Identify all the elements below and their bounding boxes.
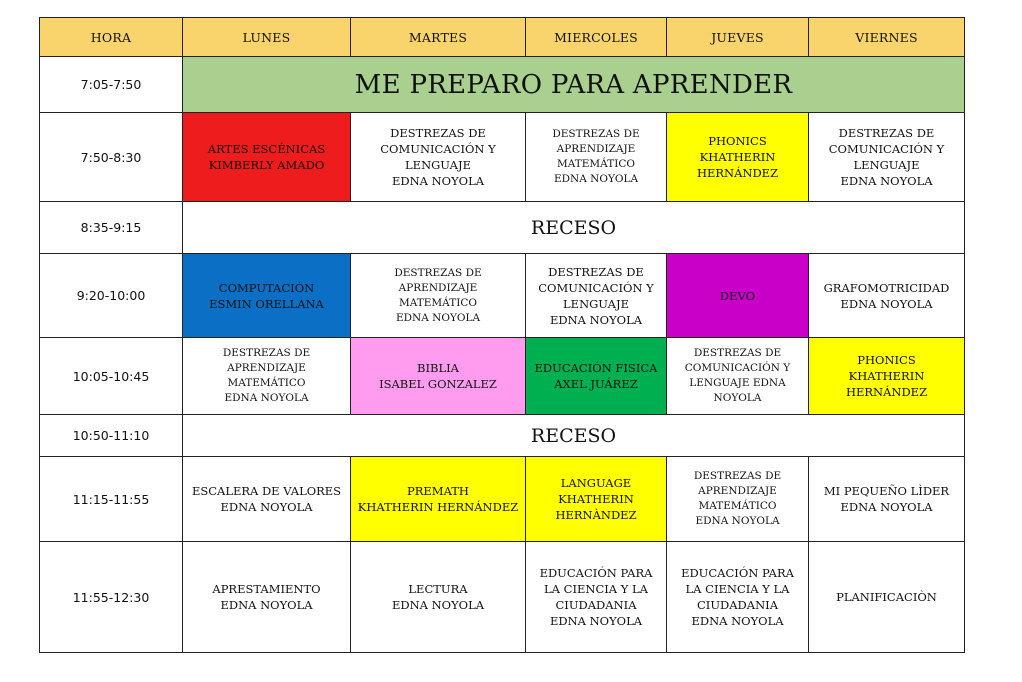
class-text-line: COMUNICACIÓN Y bbox=[538, 280, 654, 295]
time-slot: 10:50-11:10 bbox=[40, 415, 183, 457]
header-jueves: JUEVES bbox=[667, 18, 809, 57]
class-text-line: ISABEL GONZALEZ bbox=[379, 377, 497, 391]
header-martes: MARTES bbox=[351, 18, 526, 57]
class-text-line: KIMBERLY AMADO bbox=[208, 158, 325, 172]
class-text-line: BIBLIA bbox=[417, 361, 459, 375]
class-text-line: EDNA NOYOLA bbox=[840, 174, 933, 188]
class-text-line: DESTREZAS DE bbox=[390, 126, 486, 140]
schedule-body bbox=[40, 57, 965, 653]
class-text-line: CIUDADANIA bbox=[555, 598, 637, 612]
header-row bbox=[40, 18, 965, 57]
class-text-line: COMPUTACIÓN bbox=[218, 280, 315, 295]
class-text-line: EDNA NOYOLA bbox=[220, 500, 313, 514]
header-viernes: VIERNES bbox=[809, 18, 965, 57]
header-hora: HORA bbox=[40, 18, 183, 57]
class-cell-miercoles bbox=[526, 113, 667, 202]
class-cell-lunes bbox=[183, 542, 351, 653]
class-cell-martes bbox=[351, 254, 526, 338]
class-text-line: EDNA NOYOLA bbox=[695, 515, 780, 527]
class-text-line: APRESTAMIENTO bbox=[212, 582, 321, 596]
class-text-line: DESTREZAS DE bbox=[548, 264, 644, 279]
class-cell-martes bbox=[351, 338, 526, 415]
class-text-line: DESTREZAS DE bbox=[838, 126, 935, 140]
class-text-line: HERNÁNDEZ bbox=[845, 385, 928, 399]
class-cell-viernes bbox=[809, 113, 965, 202]
time-slot: 7:50-8:30 bbox=[40, 113, 183, 202]
class-cell-martes bbox=[351, 542, 526, 653]
class-text-line: DESTREZAS DE bbox=[693, 470, 782, 482]
class-text-line: GRAFOMOTRICIDAD bbox=[823, 280, 950, 295]
class-text-line: EDNA NOYOLA bbox=[220, 598, 313, 612]
class-text-line: EDNA NOYOLA bbox=[553, 173, 639, 185]
class-text-line: PHONICS bbox=[708, 134, 767, 148]
schedule-row bbox=[40, 457, 965, 542]
class-text-line: LENGUAJE bbox=[563, 296, 629, 311]
class-text-line: HERNÀNDEZ bbox=[555, 508, 637, 522]
class-text-line: APRENDIZAJE bbox=[556, 143, 636, 155]
class-text-line: ESCALERA DE VALORES bbox=[191, 484, 342, 498]
class-text-line: LENGUAJE bbox=[853, 158, 920, 172]
schedule-row bbox=[40, 542, 965, 653]
class-text-line: DESTREZAS DE APRENDIZAJE bbox=[222, 347, 311, 374]
class-cell-jueves bbox=[667, 338, 809, 415]
class-text-line: KHATHERIN bbox=[558, 492, 634, 506]
class-text-line: COMUNICACIÓN Y bbox=[380, 142, 496, 156]
class-text-line: DESTREZAS DE bbox=[693, 347, 782, 359]
schedule-row bbox=[40, 415, 965, 457]
schedule-row bbox=[40, 338, 965, 415]
class-cell-lunes bbox=[183, 254, 351, 338]
class-text-line: KHATHERIN bbox=[699, 150, 776, 164]
schedule-row bbox=[40, 57, 965, 113]
class-text-line: LENGUAJE EDNA bbox=[689, 377, 786, 389]
time-slot: 8:35-9:15 bbox=[40, 202, 183, 254]
class-text-line: PHONICS bbox=[857, 353, 916, 367]
class-text-line: EDNA NOYOLA bbox=[224, 392, 309, 404]
class-text-line: EDNA NOYOLA bbox=[395, 311, 481, 324]
class-cell-miercoles bbox=[526, 338, 667, 415]
class-text-line: DEVO bbox=[719, 288, 756, 303]
class-text-line: MATEMÁTICO bbox=[557, 158, 635, 170]
class-cell-lunes bbox=[183, 113, 351, 202]
class-text-line: APRENDIZAJE bbox=[698, 485, 777, 497]
class-cell-viernes bbox=[809, 457, 965, 542]
class-text-line: EDUCACIÓN FISICA bbox=[534, 361, 658, 375]
schedule-row bbox=[40, 254, 965, 338]
class-text-line: PLANIFICACIÒN bbox=[836, 590, 937, 604]
class-cell-jueves bbox=[667, 542, 809, 653]
class-text-line: EDNA NOYOLA bbox=[549, 614, 643, 628]
class-text-line: PREMATH bbox=[407, 484, 469, 498]
class-text-line: EDNA NOYOLA bbox=[840, 500, 933, 514]
receso-label: RECESO bbox=[183, 202, 965, 254]
class-text-line: CIUDADANIA bbox=[697, 598, 778, 612]
class-text-line: KHATHERIN HERNÁNDEZ bbox=[357, 500, 519, 514]
class-cell-viernes bbox=[809, 254, 965, 338]
header-lunes: LUNES bbox=[183, 18, 351, 57]
class-text-line: ESMIN ORELLANA bbox=[209, 296, 324, 311]
class-text-line: NOYOLA bbox=[713, 392, 762, 404]
class-cell-viernes bbox=[809, 542, 965, 653]
class-text-line: MATEMÁTICO bbox=[227, 377, 306, 389]
class-text-line: EDNA NOYOLA bbox=[391, 598, 485, 612]
class-cell-martes bbox=[351, 113, 526, 202]
class-text-line: DESTREZAS DE APRENDIZAJE bbox=[394, 266, 482, 294]
class-cell-jueves bbox=[667, 113, 809, 202]
class-cell-jueves bbox=[667, 254, 809, 338]
class-cell-viernes bbox=[809, 338, 965, 415]
class-text-line: EDUCACIÓN PARA bbox=[681, 566, 794, 580]
class-text-line: EDNA NOYOLA bbox=[391, 174, 485, 188]
class-cell-miercoles bbox=[526, 542, 667, 653]
class-text-line: LENGUAJE bbox=[405, 158, 471, 172]
class-text-line: ARTES ESCÉNICAS bbox=[207, 142, 326, 156]
class-text-line: LANGUAGE bbox=[560, 476, 632, 490]
class-text-line: MATEMÁTICO bbox=[399, 296, 477, 309]
schedule-row bbox=[40, 113, 965, 202]
class-cell-martes bbox=[351, 457, 526, 542]
class-cell-lunes bbox=[183, 338, 351, 415]
class-text-line: MATEMÁTICO bbox=[698, 500, 777, 512]
class-text-line: EDNA NOYOLA bbox=[549, 312, 643, 327]
class-text-line: COMUNICACIÓN Y bbox=[684, 362, 791, 374]
class-cell-miercoles bbox=[526, 457, 667, 542]
class-text-line: AXEL JUÁREZ bbox=[554, 377, 638, 391]
time-slot: 11:15-11:55 bbox=[40, 457, 183, 542]
class-text-line: LA CIENCIA Y LA bbox=[685, 582, 790, 596]
schedule-row bbox=[40, 202, 965, 254]
class-cell-jueves bbox=[667, 457, 809, 542]
time-slot: 11:55-12:30 bbox=[40, 542, 183, 653]
schedule-table bbox=[39, 17, 965, 653]
class-text-line: LECTURA bbox=[408, 582, 468, 596]
receso-label: RECESO bbox=[183, 415, 965, 457]
class-text-line: KHATHERIN bbox=[848, 369, 925, 383]
class-text-line: DESTREZAS DE bbox=[552, 128, 640, 140]
header-miercoles: MIERCOLES bbox=[526, 18, 667, 57]
class-text-line: EDNA NOYOLA bbox=[840, 296, 933, 311]
class-cell-lunes bbox=[183, 457, 351, 542]
time-slot: 9:20-10:00 bbox=[40, 254, 183, 338]
time-slot: 10:05-10:45 bbox=[40, 338, 183, 415]
class-cell-miercoles bbox=[526, 254, 667, 338]
class-text-line: EDNA NOYOLA bbox=[691, 614, 784, 628]
banner-title: ME PREPARO PARA APRENDER bbox=[183, 57, 965, 113]
class-text-line: EDUCACIÓN PARA bbox=[539, 566, 653, 580]
class-text-line: COMUNICACIÓN Y bbox=[828, 142, 945, 156]
class-text-line: HERNÁNDEZ bbox=[696, 166, 779, 180]
time-slot: 7:05-7:50 bbox=[40, 57, 183, 113]
class-text-line: LA CIENCIA Y LA bbox=[544, 582, 648, 596]
class-text-line: MI PEQUEÑO LÌDER bbox=[823, 484, 950, 498]
